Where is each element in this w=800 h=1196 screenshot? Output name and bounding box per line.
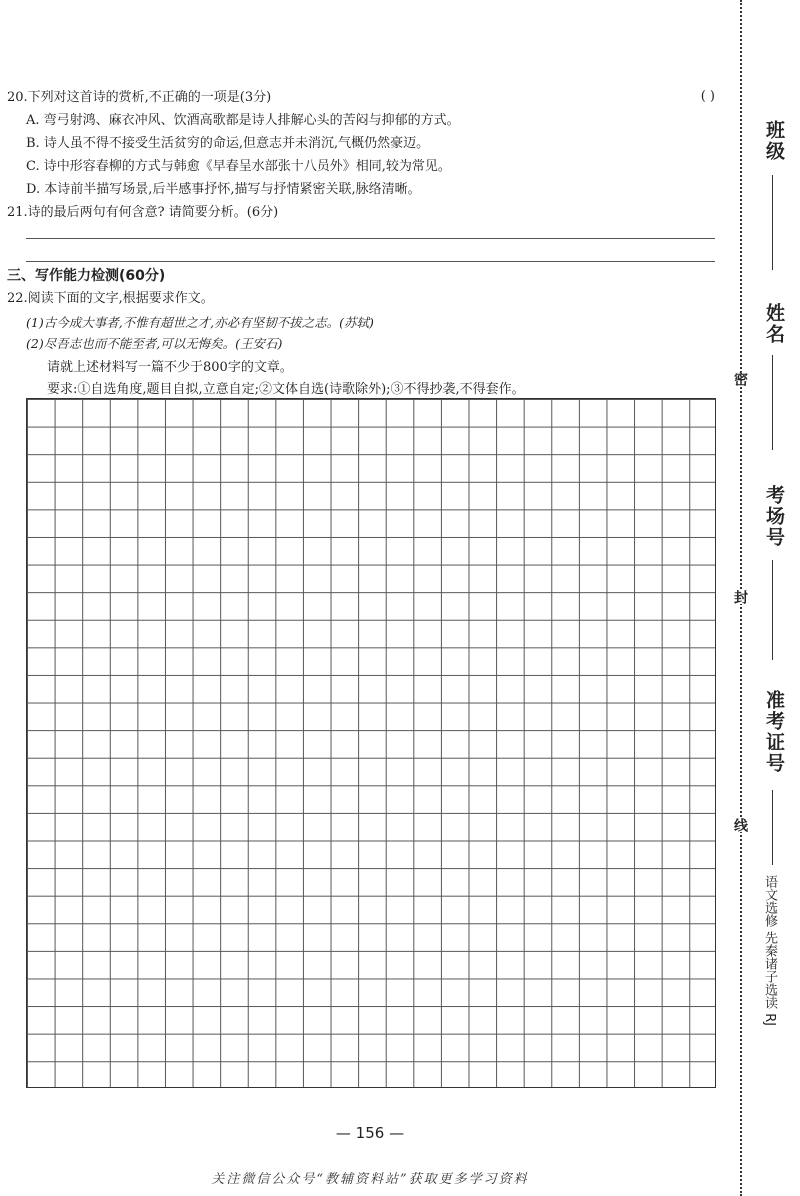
class-field-line[interactable] xyxy=(772,175,773,270)
seal-feng: 封 xyxy=(732,590,748,604)
q21-stem: 21.诗的最后两句有何含意? 请简要分析。(6分) xyxy=(7,205,279,220)
ticket-label: 准考证号 xyxy=(763,690,785,774)
class-label: 班级 xyxy=(763,120,785,162)
subject-label: 语文选修 先秦诸子选读 RJ xyxy=(762,875,777,1027)
q20-stem: 20.下列对这首诗的赏析,不正确的一项是(3分) xyxy=(7,90,272,105)
q22-stem: 22.阅读下面的文字,根据要求作文。 xyxy=(7,291,214,306)
seal-xian: 线 xyxy=(732,818,748,832)
footer-note: 关注微信公众号“教辅资料站”获取更多学习资料 xyxy=(211,1172,529,1187)
q21-answer-line-1[interactable] xyxy=(26,238,715,239)
seal-mi: 密 xyxy=(732,372,748,386)
q22-requirement: 要求:①自选角度,题目自拟,立意自定;②文体自选(诗歌除外);③不得抄袭,不得套作。 xyxy=(47,382,525,397)
q22-quote-1: (1)古今成大事者,不惟有超世之才,亦必有坚韧不拔之志。(苏轼) xyxy=(26,315,374,330)
q22-instruction: 请就上述材料写一篇不少于800字的文章。 xyxy=(47,360,293,375)
q20-option-d: D. 本诗前半描写场景,后半感事抒怀,描写与抒情紧密关联,脉络清晰。 xyxy=(26,182,421,197)
ticket-field-line[interactable] xyxy=(772,790,773,865)
room-label: 考场号 xyxy=(763,485,785,548)
q21-answer-line-2[interactable] xyxy=(26,261,715,262)
section-title: 三、写作能力检测(60分) xyxy=(7,268,166,284)
room-field-line[interactable] xyxy=(772,560,773,660)
essay-writing-grid[interactable] xyxy=(26,398,716,1088)
q20-option-c: C. 诗中形容春柳的方式与韩愈《早春呈水部张十八员外》相同,较为常见。 xyxy=(26,159,451,174)
q20-option-b: B. 诗人虽不得不接受生活贫穷的命运,但意志并未消沉,气概仍然豪迈。 xyxy=(26,136,430,151)
name-field-line[interactable] xyxy=(772,355,773,450)
q20-answer-blank[interactable]: ( ) xyxy=(700,89,715,104)
q20-option-a: A. 弯弓射鸿、麻衣冲风、饮酒高歌都是诗人排解心头的苦闷与抑郁的方式。 xyxy=(26,113,460,128)
q22-quote-2: (2)尽吾志也而不能至者,可以无悔矣。(王安石) xyxy=(26,336,283,351)
page-number: — 156 — xyxy=(335,1124,405,1142)
name-label: 姓名 xyxy=(763,303,785,345)
